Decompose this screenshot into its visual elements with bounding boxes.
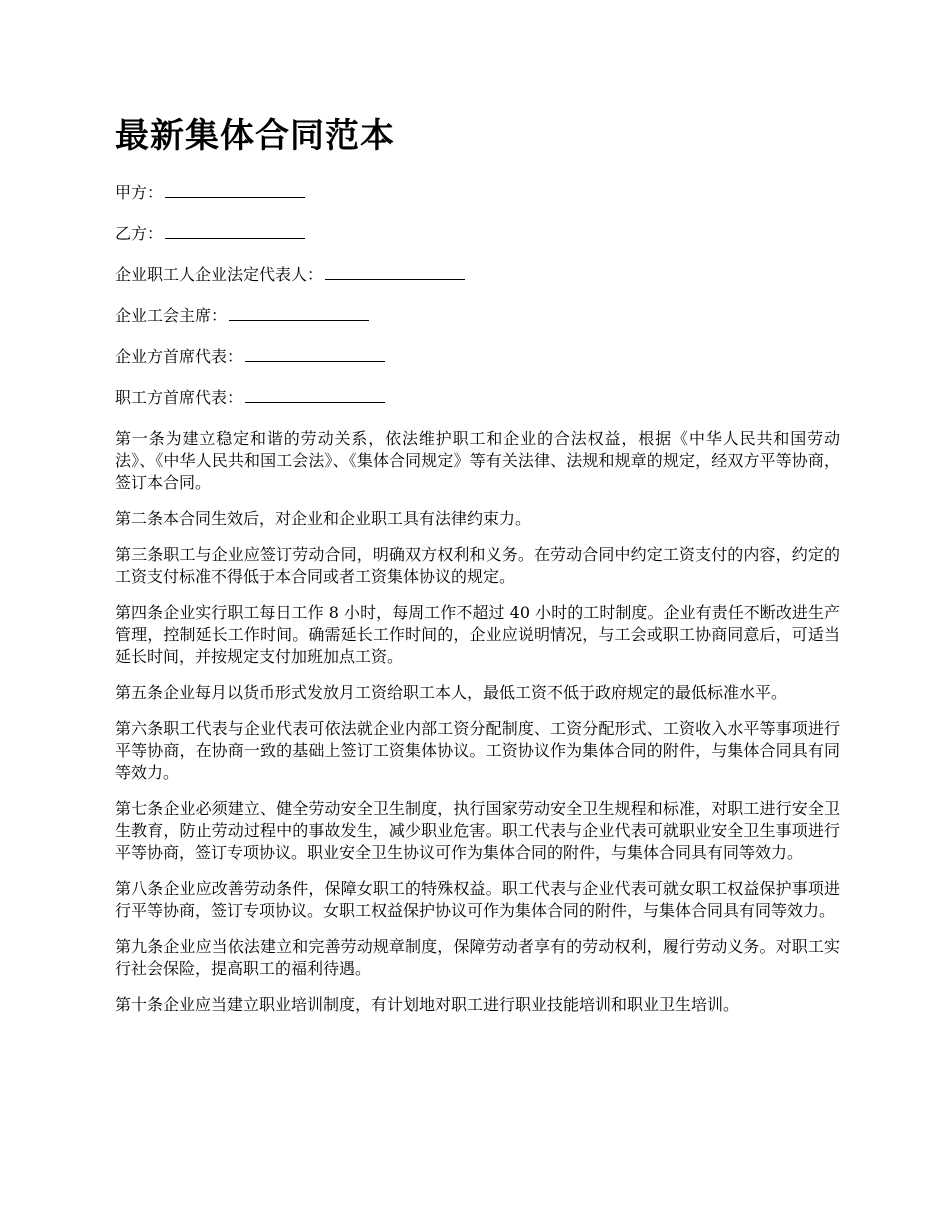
signature-blank xyxy=(325,264,465,280)
article-10: 第十条企业应当建立职业培训制度，有计划地对职工进行职业技能培训和职业卫生培训。 xyxy=(115,995,740,1014)
enterprise-chief-rep-field xyxy=(115,346,840,368)
employee-chief-rep-field xyxy=(115,387,840,409)
signature-blank xyxy=(229,305,369,321)
article-9: 第九条企业应当依法建立和完善劳动规章制度，保障劳动者享有的劳动权利，履行劳动义务。对职工实行社会保险，提高职工的福利待遇。 xyxy=(115,937,840,978)
article-4: 第四条企业实行职工每日工作 8 小时，每周工作不超过 40 小时的工时制度。企业有责任不断改进生产管理，控制延长工作时间。确需延长工作时间的，企业应说明情况，与工会或职工协商同意后，可适当延长时间，并按规定支付加班加点工资。 xyxy=(115,603,840,666)
article-6: 第六条职工代表与企业代表可依法就企业内部工资分配制度、工资分配形式、工资收入水平等事项进行平等协商，在协商一致的基础上签订工资集体协议。工资协议作为集体合同的附件，与集体合同具有同等效力。 xyxy=(115,719,840,782)
legal-representative-field xyxy=(115,264,840,286)
article-8: 第八条企业应改善劳动条件，保障女职工的特殊权益。职工代表与企业代表可就女职工权益保护事项进行平等协商，签订专项协议。女职工权益保护协议可作为集体合同的附件，与集体合同具有同等效力。 xyxy=(115,879,840,920)
field-label: 企业职工人企业法定代表人： xyxy=(115,265,324,284)
article-3: 第三条职工与企业应签订劳动合同，明确双方权利和义务。在劳动合同中约定工资支付的内容，约定的工资支付标准不得低于本合同或者工资集体协议的规定。 xyxy=(115,545,840,586)
field-label: 企业方首席代表： xyxy=(115,347,244,366)
document-title: 最新集体合同范本 xyxy=(115,116,395,156)
article-5: 第五条企业每月以货币形式发放月工资给职工本人，最低工资不低于政府规定的最低标准水平。 xyxy=(115,683,788,702)
article-2: 第二条本合同生效后，对企业和企业职工具有法律约束力。 xyxy=(115,509,532,528)
field-label: 甲方： xyxy=(115,183,164,202)
document-page xyxy=(115,112,840,1030)
article-7: 第七条企业必须建立、健全劳动安全卫生制度，执行国家劳动安全卫生规程和标准，对职工进行安全卫生教育，防止劳动过程中的事故发生，减少职业危害。职工代表与企业代表可就职业安全卫生事项进行平等协商，签订专项协议。职业安全卫生协议可作为集体合同的附件，与集体合同具有同等效力。 xyxy=(115,799,840,862)
signature-blank xyxy=(165,182,305,198)
field-label: 企业工会主席： xyxy=(115,306,228,325)
article-1: 第一条为建立稳定和谐的劳动关系，依法维护职工和企业的合法权益，根据《中华人民共和国劳动法》、《中华人民共和国工会法》、《集体合同规定》等有关法律、法规和规章的规定，经双方平等协商，签订本合同。 xyxy=(115,429,840,492)
party-a-field xyxy=(115,182,840,204)
field-label: 乙方： xyxy=(115,224,164,243)
signature-blank xyxy=(245,346,385,362)
signature-blank xyxy=(165,223,305,239)
signature-blank xyxy=(245,387,385,403)
field-label: 职工方首席代表： xyxy=(115,388,244,407)
party-b-field xyxy=(115,223,840,245)
union-chairman-field xyxy=(115,305,840,327)
